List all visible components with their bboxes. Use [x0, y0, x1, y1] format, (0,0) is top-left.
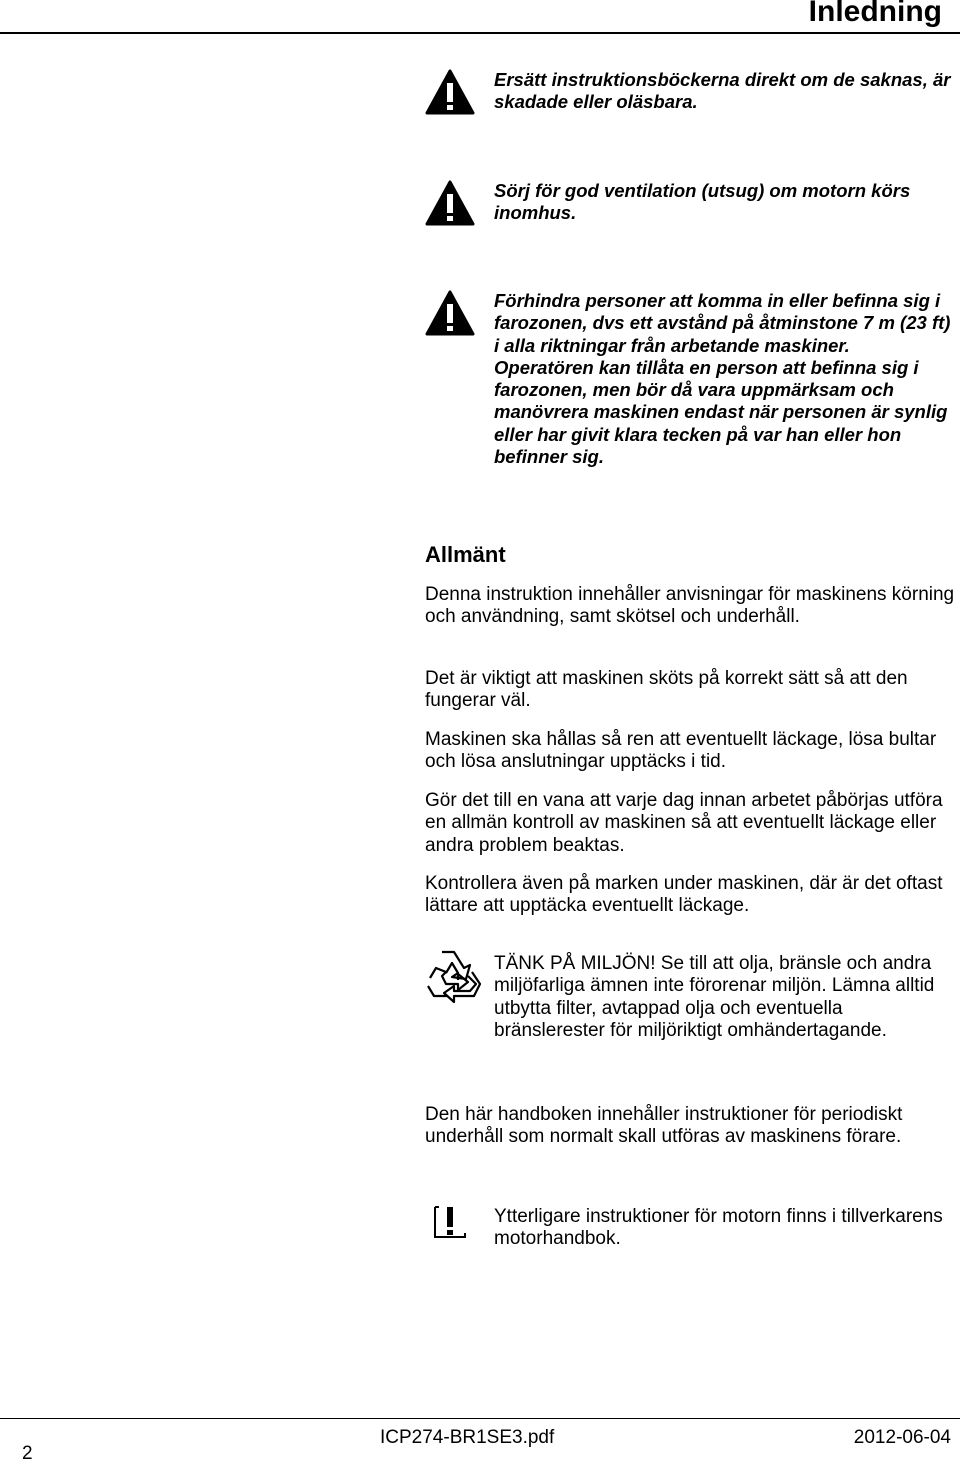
- environment-note-text: TÄNK PÅ MILJÖN! Se till att olja, bränsle och andra miljöfarliga ämnen inte förorenar miljön. Lämna alltid utbytta filter, avtappad olja och eventuella bränslerester för miljöriktigt omhändertagande.: [494, 953, 935, 1041]
- recycle-icon: [424, 946, 484, 1006]
- paragraph: Denna instruktion innehåller anvisningar för maskinens körning och användning, samt skötsel och underhåll.: [425, 584, 955, 628]
- header-divider: [0, 32, 960, 34]
- page-number: 2: [22, 1443, 33, 1464]
- warning-text: Ersätt instruktionsböckerna direkt om de saknas, är skadade eller oläsbara.: [494, 69, 951, 113]
- footer-filename: ICP274-BR1SE3.pdf: [380, 1427, 555, 1448]
- engine-note-text: Ytterligare instruktioner för motorn finns i tillverkarens motorhandbok.: [494, 1206, 943, 1250]
- warning-triangle-icon: [425, 290, 475, 336]
- warning-text: Sörj för god ventilation (utsug) om motorn körs inomhus.: [494, 180, 911, 224]
- warning-triangle-icon: [425, 69, 475, 115]
- section-heading: Allmänt: [425, 542, 506, 567]
- paragraph: Gör det till en vana att varje dag innan arbetet påbörjas utföra en allmän kontroll av maskinen så att eventuellt läckage eller andra problem beaktas.: [425, 790, 943, 856]
- paragraph: Det är viktigt att maskinen sköts på korrekt sätt så att den fungerar väl.: [425, 668, 908, 712]
- paragraph: Kontrollera även på marken under maskinen, där är det oftast lättare att upptäcka eventuellt läckage.: [425, 873, 943, 917]
- footer-divider: [0, 1418, 960, 1419]
- paragraph: Den här handboken innehåller instruktioner för periodiskt underhåll som normalt skall utföras av maskinens förare.: [425, 1104, 903, 1148]
- warning-extra-text: Operatören kan tillåta en person att befinna sig i farozonen, men bör då vara uppmärksam och manövrera maskinen endast när personen är synlig eller har givit klara tecken på var han eller hon befinner sig.: [494, 356, 948, 468]
- paragraph: Maskinen ska hållas så ren att eventuellt läckage, lösa bultar och lösa anslutningar upptäcks i tid.: [425, 729, 937, 773]
- exclamation-box-icon: [433, 1203, 467, 1239]
- page-title: Inledning: [808, 0, 942, 28]
- warning-text: Förhindra personer att komma in eller befinna sig i farozonen, dvs ett avstånd på åtminstone 7 m (23 ft) i alla riktningar från arbetande maskiner.: [494, 290, 951, 356]
- footer-date: 2012-06-04: [853, 1427, 951, 1448]
- warning-triangle-icon: [425, 180, 475, 226]
- warning-text-block: [494, 290, 954, 468]
